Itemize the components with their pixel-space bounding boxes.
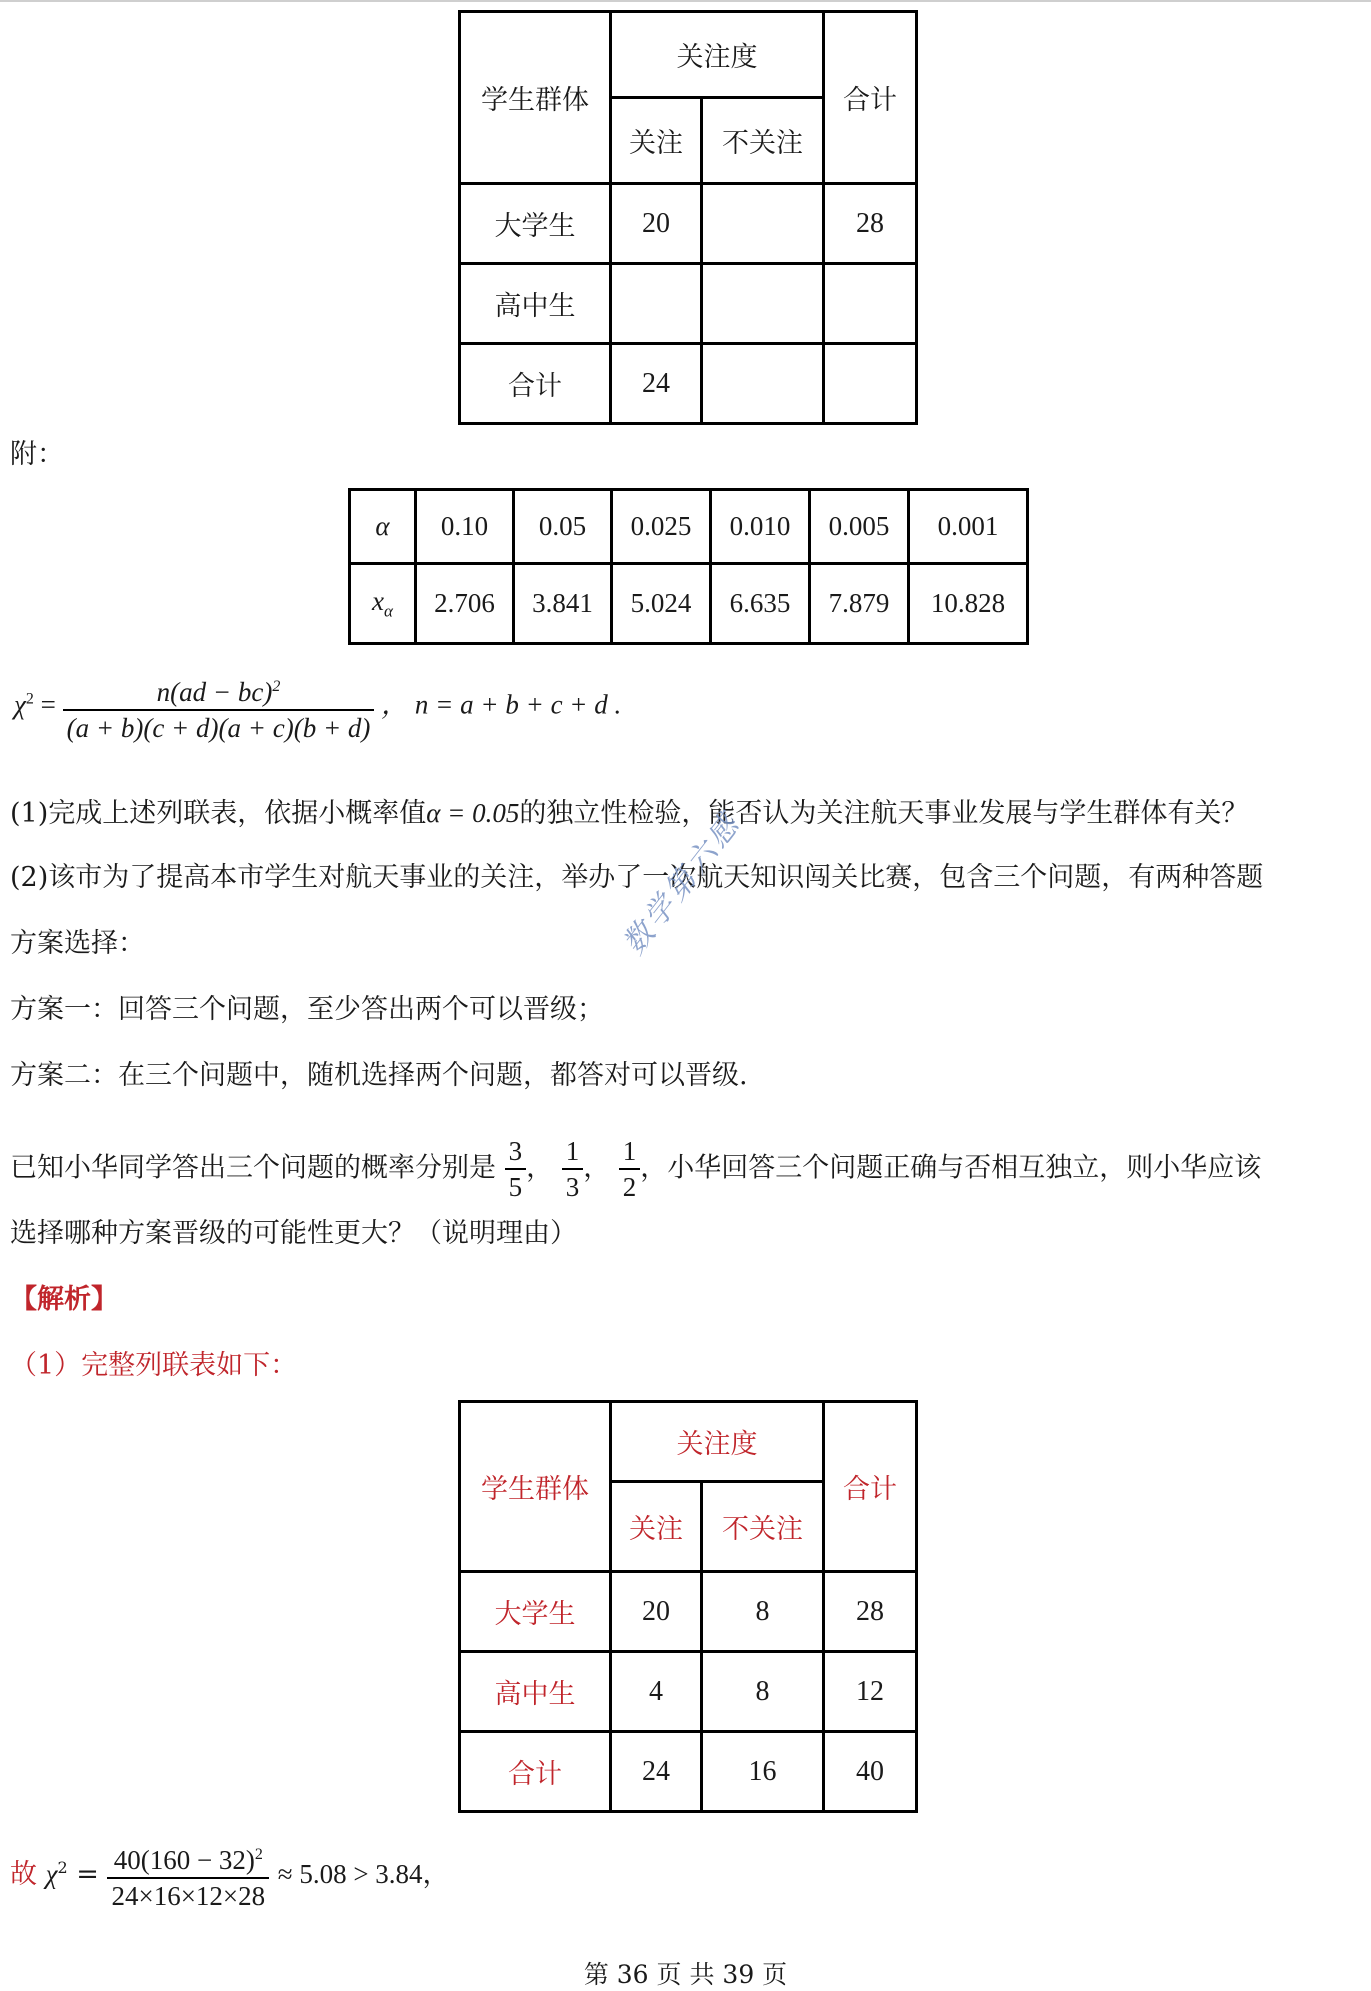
alpha-value: 0.005	[810, 490, 909, 564]
cell-total: 28	[824, 184, 917, 264]
probability-statement: 已知小华同学答出三个问题的概率分别是 $\frac{3}{5}$ ， $\frac{1}{3}$ ， $\frac{1}{2}$ ，小华回答三个问题正确与否相互独立，则小华应该	[10, 1136, 1262, 1202]
alpha-value: 0.025	[612, 490, 711, 564]
chi-square-formula: $\chi^2$ = $\frac{n(ad - bc)^2}{(a + b)(c + d)(a + c)(b + d)}$ ， n = a + b + c + d .	[14, 670, 621, 745]
critical-value-table	[348, 488, 1029, 645]
critical-value: 10.828	[909, 564, 1028, 644]
table-row	[460, 1652, 917, 1732]
critical-value: 5.024	[612, 564, 711, 644]
table-row	[460, 264, 917, 344]
header-not-attend: 不关注	[702, 98, 824, 184]
alpha-value: 0.010	[711, 490, 810, 564]
formula-fraction: $\frac{n(ad - bc)^2}{(a + b)(c + d)(a + c)(b + d)}$	[63, 670, 375, 745]
appendix-label: 附：	[10, 439, 64, 470]
cell-not-attend: 16	[702, 1732, 824, 1812]
cell-total	[824, 344, 917, 424]
fraction: $\frac{1}{3}$	[562, 1134, 584, 1204]
table-row	[460, 184, 917, 264]
conclusion-formula: 故 $\chi^2$ = $\frac{40(160 - 32)^2}{24\times 16\times 12\times 28}$ ≈ 5.08 > 3.84，	[10, 1838, 450, 1913]
header-total: 合计	[824, 12, 917, 184]
cell-not-attend	[702, 344, 824, 424]
solution-part-1: （1）完整列联表如下：	[10, 1350, 298, 1381]
header-attend: 关注	[611, 98, 702, 184]
header-total: 合计	[824, 1402, 917, 1572]
fraction: $\frac{3}{5}$	[505, 1134, 527, 1204]
top-rule	[0, 0, 1371, 2]
cell-not-attend	[702, 264, 824, 344]
cell-total: 40	[824, 1732, 917, 1812]
cell-attend	[611, 264, 702, 344]
cell-attend: 24	[611, 1732, 702, 1812]
header-group: 学生群体	[460, 1402, 611, 1572]
contingency-table-complete	[458, 1400, 918, 1813]
row-label: 合计	[460, 1732, 611, 1812]
cell-attend: 4	[611, 1652, 702, 1732]
header-group: 学生群体	[460, 12, 611, 184]
alpha-value: 0.05	[514, 490, 612, 564]
alpha-symbol: α	[350, 490, 416, 564]
cell-not-attend: 8	[702, 1572, 824, 1652]
table-row	[460, 1572, 917, 1652]
question-2-line1: (2)该市为了提高本市学生对航天事业的关注，举办了一次航天知识闯关比赛，包含三个问题，有两种答题	[10, 862, 1264, 893]
row-label: 大学生	[460, 1572, 611, 1652]
cell-total	[824, 264, 917, 344]
critical-value: 2.706	[416, 564, 514, 644]
cell-total: 28	[824, 1572, 917, 1652]
critical-value: 6.635	[711, 564, 810, 644]
plan-2: 方案二：在三个问题中，随机选择两个问题，都答对可以晋级.	[10, 1060, 748, 1091]
page-footer: 第 36 页 共 39 页	[583, 1960, 788, 1989]
critical-value: 7.879	[810, 564, 909, 644]
table-row	[460, 1732, 917, 1812]
header-attention: 关注度	[611, 12, 824, 98]
alpha-value: 0.001	[909, 490, 1028, 564]
contingency-table-blank	[458, 10, 918, 425]
solution-heading: 【解析】	[10, 1284, 118, 1315]
alpha-value: 0.10	[416, 490, 514, 564]
row-label: 高中生	[460, 264, 611, 344]
header-not-attend: 不关注	[702, 1482, 824, 1572]
header-attention: 关注度	[611, 1402, 824, 1482]
header-attend: 关注	[611, 1482, 702, 1572]
cell-attend: 20	[611, 1572, 702, 1652]
question-2-line2: 方案选择：	[10, 928, 145, 959]
cell-not-attend	[702, 184, 824, 264]
row-label: 合计	[460, 344, 611, 424]
probability-statement-line2: 选择哪种方案晋级的可能性更大？（说明理由）	[10, 1218, 577, 1249]
plan-1: 方案一：回答三个问题，至少答出两个可以晋级；	[10, 994, 604, 1025]
cell-attend: 20	[611, 184, 702, 264]
cell-attend: 24	[611, 344, 702, 424]
question-1: (1)完成上述列联表，依据小概率值α = 0.05的独立性检验，能否认为关注航天事业发展与学生群体有关？	[10, 798, 1249, 829]
conclusion-fraction: $\frac{40(160 - 32)^2}{24\times 16\times 12\times 28}$	[107, 1838, 269, 1913]
row-label: 大学生	[460, 184, 611, 264]
x-alpha-symbol: $x_\alpha$	[350, 564, 416, 644]
critical-value: 3.841	[514, 564, 612, 644]
fraction: $\frac{1}{2}$	[619, 1134, 641, 1204]
table-row	[460, 344, 917, 424]
row-label: 高中生	[460, 1652, 611, 1732]
cell-total: 12	[824, 1652, 917, 1732]
cell-not-attend: 8	[702, 1652, 824, 1732]
watermark: 数学第六感	[616, 805, 749, 962]
